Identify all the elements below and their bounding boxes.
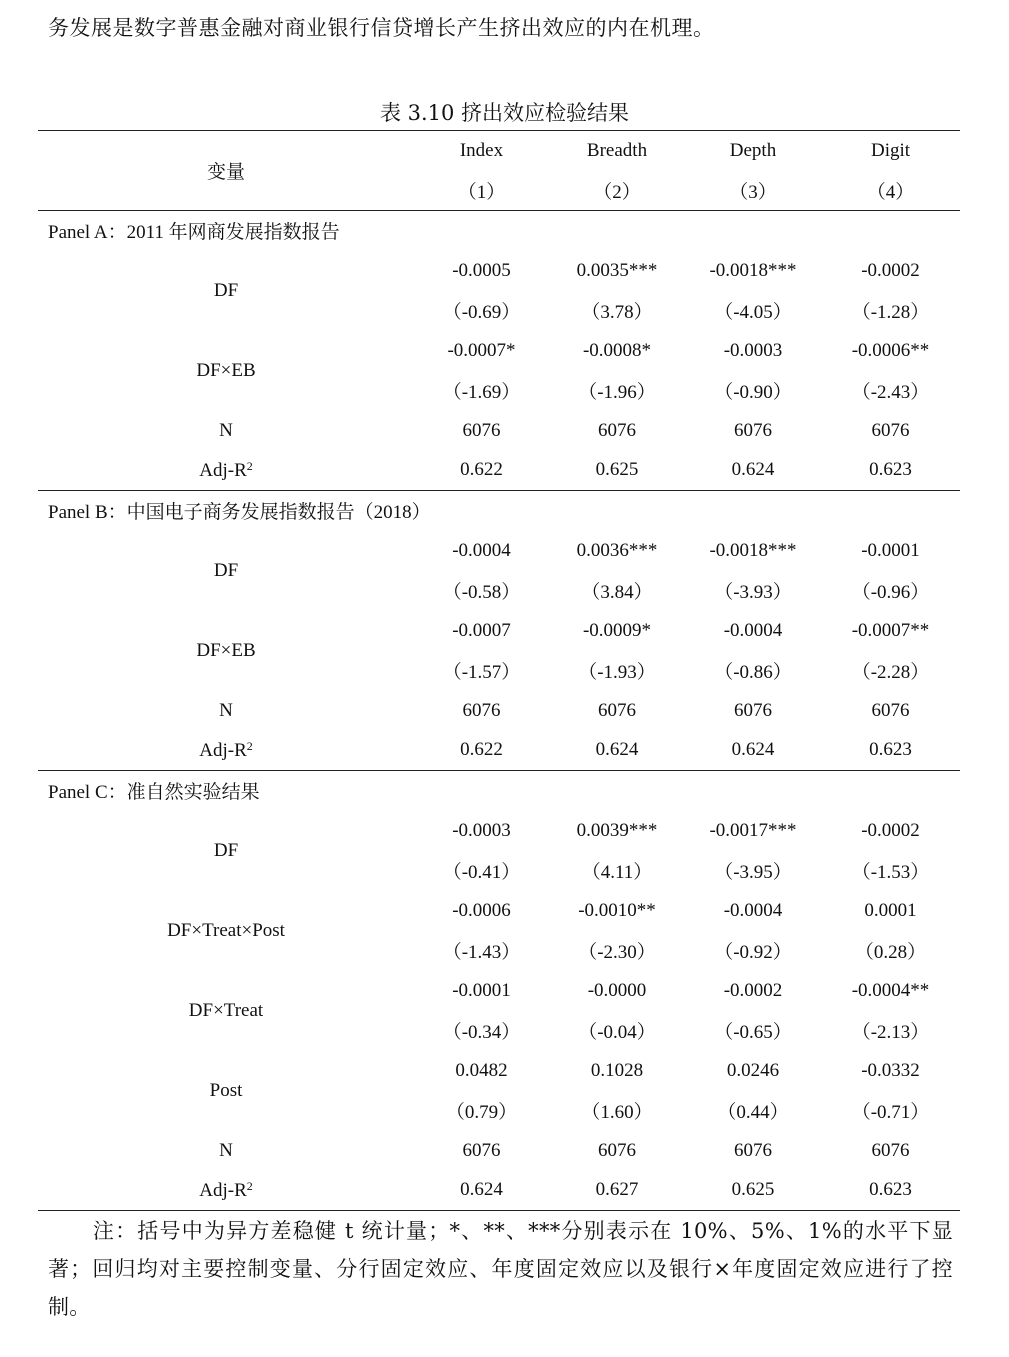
t-statistic-cell: （-0.92） — [714, 942, 792, 963]
n-cell: 6076 — [871, 699, 910, 721]
coefficient-cell: -0.0004 — [723, 619, 783, 641]
n-cell: 6076 — [871, 1139, 910, 1161]
header-col-1: Index — [414, 131, 549, 171]
adj-r2-cell: 0.624 — [685, 451, 821, 491]
adj-r2-label — [38, 1171, 414, 1211]
t-statistic-cell: （-1.43） — [442, 942, 521, 963]
adj-r2-superscript: 2 — [246, 1178, 253, 1193]
header-num-4: （4） — [821, 171, 960, 211]
t-statistic-cell: （-1.69） — [442, 382, 521, 403]
adj-r2-row — [38, 451, 960, 491]
coefficient-cell: -0.0006 — [452, 899, 511, 921]
coefficient-cell: 0.0001 — [864, 899, 917, 921]
t-statistic-cell: （-2.28） — [851, 662, 930, 683]
coefficient-cell: -0.0007 — [452, 619, 511, 641]
coefficient-cell: -0.0009* — [582, 619, 652, 641]
n-cell: 6076 — [598, 1139, 636, 1161]
t-statistic-cell: （4.11） — [581, 862, 653, 883]
t-statistic-cell: （-2.30） — [578, 942, 656, 963]
t-statistic-cell: （-0.86） — [714, 662, 792, 683]
t-statistic-cell: （-3.93） — [714, 582, 792, 603]
panel-title: Panel A：2011 年网商发展指数报告 — [48, 222, 340, 244]
adj-r2-superscript: 2 — [246, 458, 253, 473]
coef-row — [38, 811, 960, 851]
adj-r2-superscript: 2 — [246, 738, 253, 753]
n-cell: 6076 — [734, 699, 772, 721]
coef-row — [38, 891, 960, 931]
header-num-3: （3） — [685, 171, 821, 211]
coefficient-cell: -0.0001 — [452, 979, 511, 1001]
t-statistic-cell: （-0.71） — [851, 1102, 930, 1123]
variable-name: DF — [213, 559, 239, 581]
coefficient-cell: 0.0035*** — [576, 259, 658, 281]
header-num-2: （2） — [549, 171, 685, 211]
adj-r2-text: Adj-R — [199, 459, 247, 481]
t-statistic-cell: （-1.53） — [851, 862, 930, 883]
coefficient-cell: -0.0008* — [582, 339, 652, 361]
coefficient-cell: -0.0010** — [578, 899, 656, 921]
adj-r2-cell: 0.623 — [821, 1171, 960, 1211]
coef-row — [38, 971, 960, 1011]
t-statistic-cell: （-0.69） — [442, 302, 521, 323]
coefficient-cell: -0.0007** — [851, 619, 930, 641]
coefficient-cell: -0.0001 — [861, 539, 920, 561]
t-statistic-cell: （0.28） — [854, 942, 927, 963]
n-cell: 6076 — [598, 419, 636, 441]
panel-title-row — [38, 491, 960, 531]
adj-r2-row — [38, 731, 960, 771]
t-statistic-cell: （0.44） — [717, 1102, 789, 1123]
coefficient-cell: -0.0005 — [452, 259, 511, 281]
panel-title-row — [38, 771, 960, 811]
t-statistic-cell: （-0.04） — [578, 1022, 656, 1043]
coefficient-cell: -0.0018*** — [709, 259, 797, 281]
coefficient-cell: -0.0002 — [723, 979, 783, 1001]
coefficient-cell: -0.0004** — [851, 979, 930, 1001]
t-statistic-cell: （-2.13） — [851, 1022, 930, 1043]
t-statistic-cell: （3.78） — [581, 302, 653, 323]
t-statistic-cell: （-0.90） — [714, 382, 792, 403]
variable-name: DF — [213, 279, 239, 301]
t-statistic-cell: （-0.58） — [442, 582, 521, 603]
adj-r2-text: Adj-R — [199, 1179, 247, 1201]
adj-r2-cell: 0.625 — [549, 451, 685, 491]
coefficient-cell: -0.0004 — [723, 899, 783, 921]
header-col-3: Depth — [685, 131, 821, 171]
results-table — [38, 130, 960, 1211]
header-num-1: （1） — [414, 171, 549, 211]
t-statistic-cell: （-0.65） — [714, 1022, 792, 1043]
n-label: N — [219, 699, 233, 721]
coef-row — [38, 1051, 960, 1091]
coefficient-cell: -0.0002 — [861, 259, 920, 281]
n-row — [38, 691, 960, 731]
coefficient-cell: -0.0018*** — [709, 539, 797, 561]
n-cell: 6076 — [462, 1139, 501, 1161]
coef-row — [38, 611, 960, 651]
t-statistic-cell: （1.60） — [581, 1102, 653, 1123]
coefficient-cell: -0.0017*** — [709, 819, 797, 841]
variable-name: DF×Treat — [188, 999, 264, 1021]
t-statistic-cell: （-0.96） — [851, 582, 930, 603]
coefficient-cell: -0.0003 — [452, 819, 511, 841]
n-cell: 6076 — [734, 419, 772, 441]
coefficient-cell: -0.0332 — [861, 1059, 920, 1081]
header-row — [38, 131, 960, 171]
n-cell: 6076 — [462, 419, 501, 441]
coefficient-cell: 0.1028 — [590, 1059, 644, 1081]
coefficient-cell: -0.0004 — [452, 539, 511, 561]
coefficient-cell: 0.0039*** — [576, 819, 658, 841]
variable-name: DF×Treat×Post — [167, 919, 285, 941]
coefficient-cell: -0.0007* — [447, 339, 516, 361]
panel-title: Panel B：中国电子商务发展指数报告（2018） — [48, 502, 431, 524]
n-cell: 6076 — [462, 699, 501, 721]
t-statistic-cell: （-1.93） — [578, 662, 656, 683]
coef-row — [38, 251, 960, 291]
adj-r2-cell: 0.625 — [685, 1171, 821, 1211]
table-note — [48, 1212, 953, 1326]
t-statistic-cell: （-1.57） — [442, 662, 521, 683]
adj-r2-cell: 0.624 — [549, 731, 685, 771]
coef-row — [38, 531, 960, 571]
coefficient-cell: 0.0246 — [726, 1059, 780, 1081]
variable-name: Post — [209, 1079, 243, 1101]
table-caption: 表 3.10 挤出效应检验结果 — [379, 101, 630, 125]
n-cell: 6076 — [871, 419, 910, 441]
adj-r2-row — [38, 1171, 960, 1211]
coefficient-cell: 0.0036*** — [576, 539, 658, 561]
intro-paragraph: 务发展是数字普惠金融对商业银行信贷增长产生挤出效应的内在机理。 — [48, 16, 715, 40]
t-statistic-cell: （-4.05） — [714, 302, 792, 323]
adj-r2-cell: 0.622 — [414, 731, 549, 771]
coef-row — [38, 331, 960, 371]
adj-r2-text: Adj-R — [199, 739, 247, 761]
adj-r2-cell: 0.627 — [549, 1171, 685, 1211]
header-col-2: Breadth — [549, 131, 685, 171]
t-statistic-cell: （-1.96） — [578, 382, 656, 403]
coefficient-cell: -0.0006** — [851, 339, 930, 361]
n-cell: 6076 — [598, 699, 636, 721]
t-statistic-cell: （-0.41） — [442, 862, 521, 883]
t-statistic-cell: （3.84） — [581, 582, 653, 603]
variable-name: DF×EB — [196, 639, 256, 661]
coefficient-cell: 0.0482 — [455, 1059, 508, 1081]
variable-name: DF×EB — [196, 359, 256, 381]
t-statistic-cell: （-3.95） — [714, 862, 792, 883]
panel-title: Panel C：准自然实验结果 — [48, 782, 260, 804]
n-row — [38, 1131, 960, 1171]
variable-name: DF — [213, 839, 239, 861]
t-statistic-cell: （-1.28） — [851, 302, 930, 323]
adj-r2-cell: 0.622 — [414, 451, 549, 491]
n-label: N — [219, 419, 233, 441]
n-cell: 6076 — [734, 1139, 772, 1161]
adj-r2-cell: 0.623 — [821, 451, 960, 491]
t-statistic-cell: （-2.43） — [851, 382, 930, 403]
adj-r2-cell: 0.624 — [685, 731, 821, 771]
t-statistic-cell: （0.79） — [445, 1102, 518, 1123]
header-variable-label: 变量 — [38, 131, 414, 211]
n-label: N — [219, 1139, 233, 1161]
adj-r2-cell: 0.623 — [821, 731, 960, 771]
coefficient-cell: -0.0000 — [587, 979, 647, 1001]
n-row — [38, 411, 960, 451]
panel-title-row — [38, 211, 960, 251]
adj-r2-label — [38, 451, 414, 491]
adj-r2-label — [38, 731, 414, 771]
coefficient-cell: -0.0003 — [723, 339, 783, 361]
header-col-4: Digit — [821, 131, 960, 171]
note-text: 注：括号中为异方差稳健 t 统计量；*、**、***分别表示在 10%、5%、1%的水平下显著；回归均对主要控制变量、分行固定效应、年度固定效应以及银行×年度固定效应进行了控制。 — [48, 1219, 953, 1319]
coefficient-cell: -0.0002 — [861, 819, 920, 841]
t-statistic-cell: （-0.34） — [442, 1022, 521, 1043]
adj-r2-cell: 0.624 — [414, 1171, 549, 1211]
